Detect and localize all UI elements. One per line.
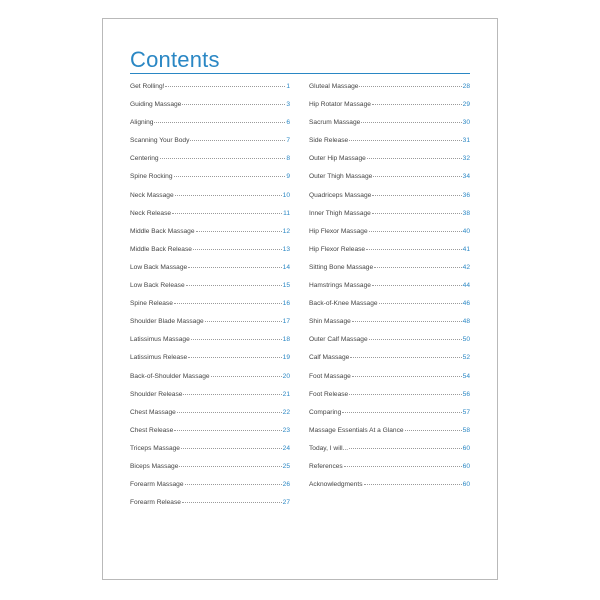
toc-entry-page-number: 10 [282,191,290,199]
toc-entry[interactable] [130,173,290,191]
dot-leader [359,86,461,87]
dot-leader [344,466,462,467]
toc-entry-page-number: 60 [462,481,470,489]
toc-entry-label: Guiding Massage [130,101,182,109]
dot-leader [361,122,461,123]
toc-entry-label: Outer Hip Massage [309,155,366,163]
toc-entry-label: Neck Release [130,209,172,217]
toc-entry-page-number: 21 [282,390,290,398]
dot-leader [190,140,285,141]
toc-entry-label: Forearm Release [130,499,181,507]
toc-entry[interactable] [130,409,290,427]
dot-leader [174,430,281,431]
toc-left-column [130,83,290,517]
toc-entry-label: Latissimus Release [130,354,188,362]
toc-entry[interactable] [130,282,290,300]
toc-entry[interactable] [130,83,290,101]
toc-entry[interactable] [309,336,470,354]
toc-entry[interactable] [130,427,290,445]
toc-entry-label: Acknowledgments [309,481,363,489]
toc-entry[interactable] [130,391,290,409]
dot-leader [172,213,282,214]
toc-entry-label: Quadriceps Massage [309,191,372,199]
toc-entry-page-number: 38 [462,209,470,217]
toc-entry-label: Hamstrings Massage [309,282,371,290]
toc-entry-page-number: 8 [286,155,290,163]
dot-leader [174,176,286,177]
toc-entry-label: Scanning Your Body [130,137,190,145]
dot-leader [367,158,462,159]
dot-leader [188,267,281,268]
toc-entry-page-number: 22 [282,408,290,416]
dot-leader [405,430,462,431]
toc-entry-page-number: 32 [462,155,470,163]
toc-entry-label: References [309,462,343,470]
toc-entry-label: Shin Massage [309,318,351,326]
dot-leader [179,466,281,467]
toc-entry-page-number: 60 [462,462,470,470]
toc-entry-page-number: 23 [282,426,290,434]
toc-entry-page-number: 15 [282,282,290,290]
document-page [102,18,498,580]
toc-entry[interactable] [309,264,470,282]
toc-entry[interactable] [309,409,470,427]
toc-entry-label: Triceps Massage [130,444,180,452]
toc-entry-label: Foot Massage [309,372,351,380]
toc-entry[interactable] [309,427,470,445]
toc-entry[interactable] [130,246,290,264]
toc-entry-page-number: 14 [282,263,290,271]
dot-leader [188,357,281,358]
toc-entry[interactable] [309,155,470,173]
toc-entry[interactable] [309,354,470,372]
toc-entry[interactable] [130,137,290,155]
toc-entry-page-number: 58 [462,426,470,434]
toc-entry-label: Aligning [130,119,154,127]
toc-entry-page-number: 57 [462,408,470,416]
toc-entry[interactable] [309,246,470,264]
dot-leader [175,195,282,196]
toc-entry[interactable] [309,481,470,499]
toc-entry[interactable] [130,210,290,228]
toc-entry-page-number: 26 [282,481,290,489]
toc-entry-page-number: 17 [282,318,290,326]
toc-entry-page-number: 20 [282,372,290,380]
dot-leader [186,285,282,286]
dot-leader [379,303,462,304]
toc-entry[interactable] [130,499,290,517]
toc-entry-label: Sitting Bone Massage [309,263,374,271]
toc-entry[interactable] [309,101,470,119]
dot-leader [193,249,282,250]
toc-entry-label: Today, I will... [309,444,349,452]
toc-entry-label: Middle Back Massage [130,227,195,235]
toc-entry-label: Foot Release [309,390,349,398]
toc-entry-label: Hip Rotator Massage [309,101,371,109]
toc-entry-label: Latissimus Massage [130,336,190,344]
toc-entry-page-number: 27 [282,499,290,507]
dot-leader [352,321,462,322]
toc-entry[interactable] [130,373,290,391]
toc-entry[interactable] [130,192,290,210]
toc-entry-label: Spine Rocking [130,173,173,181]
toc-entry-page-number: 44 [462,282,470,290]
toc-entry[interactable] [309,373,470,391]
toc-entry[interactable] [309,282,470,300]
toc-entry[interactable] [130,318,290,336]
dot-leader [372,213,462,214]
toc-entry-page-number: 6 [286,119,290,127]
dot-leader [349,394,461,395]
toc-entry-label: Shoulder Release [130,390,183,398]
dot-leader [205,321,282,322]
toc-entry-page-number: 13 [282,245,290,253]
title-rule [130,73,470,74]
toc-entry[interactable] [309,463,470,481]
dot-leader [196,231,282,232]
dot-leader [349,140,461,141]
toc-entry-page-number: 3 [286,101,290,109]
toc-entry[interactable] [130,300,290,318]
toc-entry[interactable] [130,228,290,246]
toc-entry-label: Outer Thigh Massage [309,173,373,181]
dot-leader [369,231,462,232]
toc-entry-page-number: 30 [462,119,470,127]
toc-entry-page-number: 9 [286,173,290,181]
toc-entry[interactable] [309,391,470,409]
toc-entry-page-number: 18 [282,336,290,344]
dot-leader [342,412,461,413]
toc-entry-page-number: 42 [462,263,470,271]
toc-entry-page-number: 29 [462,101,470,109]
toc-entry-label: Back-of-Shoulder Massage [130,372,210,380]
toc-entry-label: Hip Flexor Release [309,245,366,253]
dot-leader [372,104,462,105]
toc-entry-page-number: 25 [282,462,290,470]
toc-entry-page-number: 1 [286,83,290,90]
toc-entry-label: Chest Massage [130,408,176,416]
toc-entry-label: Get Rolling! [130,83,165,90]
toc-entry[interactable] [309,173,470,191]
toc-entry-page-number: 48 [462,318,470,326]
dot-leader [349,448,462,449]
toc-entry[interactable] [130,445,290,463]
toc-entry[interactable] [309,210,470,228]
toc-entry[interactable] [309,192,470,210]
toc-entry-page-number: 52 [462,354,470,362]
toc-entry-label: Outer Calf Massage [309,336,368,344]
toc-entry[interactable] [130,264,290,282]
toc-entry-label: Low Back Massage [130,263,188,271]
toc-entry-page-number: 16 [282,300,290,308]
toc-entry-page-number: 28 [462,83,470,90]
toc-entry-label: Sacrum Massage [309,119,361,127]
toc-entry-page-number: 54 [462,372,470,380]
toc-entry[interactable] [130,155,290,173]
dot-leader [211,376,282,377]
toc-entry-page-number: 24 [282,444,290,452]
toc-entry-page-number: 56 [462,390,470,398]
toc-entry[interactable] [130,463,290,481]
toc-entry-label: Biceps Massage [130,462,179,470]
dot-leader [160,158,286,159]
toc-entry-label: Low Back Release [130,282,185,290]
dot-leader [350,357,461,358]
dot-leader [177,412,282,413]
dot-leader [369,339,462,340]
toc-entry-label: Comparing [309,408,342,416]
toc-entry[interactable] [130,354,290,372]
toc-entry-page-number: 41 [462,245,470,253]
toc-entry-label: Calf Massage [309,354,350,362]
toc-entry[interactable] [309,83,470,101]
toc-entry-label: Side Release [309,137,349,145]
toc-entry-label: Centering [130,155,159,163]
dot-leader [154,122,285,123]
toc-entry-label: Spine Release [130,300,173,308]
toc-entry-label: Back-of-Knee Massage [309,300,378,308]
dot-leader [183,394,281,395]
toc-entry[interactable] [130,336,290,354]
toc-entry-label: Gluteal Massage [309,83,359,90]
toc-entry[interactable] [130,101,290,119]
toc-entry-page-number: 7 [286,137,290,145]
toc-entry[interactable] [309,445,470,463]
dot-leader [174,303,282,304]
dot-leader [366,249,462,250]
dot-leader [364,484,462,485]
dot-leader [372,195,461,196]
toc-entry[interactable] [309,228,470,246]
toc-entry-label: Neck Massage [130,191,174,199]
dot-leader [372,285,462,286]
toc-entry-page-number: 50 [462,336,470,344]
dot-leader [374,267,462,268]
dot-leader [181,448,282,449]
toc-entry[interactable] [309,119,470,137]
dot-leader [165,86,285,87]
page-title: Contents [130,47,220,72]
dot-leader [191,339,282,340]
toc-entry-page-number: 11 [283,209,290,217]
toc-entry-page-number: 36 [462,191,470,199]
toc-right-column [309,83,470,499]
toc-entry-label: Shoulder Blade Massage [130,318,204,326]
toc-entry-label: Massage Essentials At a Glance [309,426,404,434]
toc-entry-label: Forearm Massage [130,481,184,489]
toc-entry[interactable] [309,137,470,155]
toc-entry[interactable] [309,318,470,336]
toc-entry[interactable] [309,300,470,318]
toc-entry-page-number: 60 [462,444,470,452]
toc-entry-page-number: 46 [462,300,470,308]
toc-entry-page-number: 40 [462,227,470,235]
toc-entry-label: Chest Release [130,426,174,434]
dot-leader [373,176,461,177]
toc-entry-page-number: 31 [462,137,470,145]
toc-entry[interactable] [130,119,290,137]
toc-entry-page-number: 12 [282,227,290,235]
toc-entry-label: Hip Flexor Massage [309,227,368,235]
toc-entry-label: Inner Thigh Massage [309,209,371,217]
toc-entry-page-number: 19 [282,354,290,362]
dot-leader [185,484,282,485]
dot-leader [352,376,462,377]
dot-leader [182,502,282,503]
toc-entry-label: Middle Back Release [130,245,192,253]
toc-entry-page-number: 34 [462,173,470,181]
toc-entry[interactable] [130,481,290,499]
dot-leader [182,104,285,105]
